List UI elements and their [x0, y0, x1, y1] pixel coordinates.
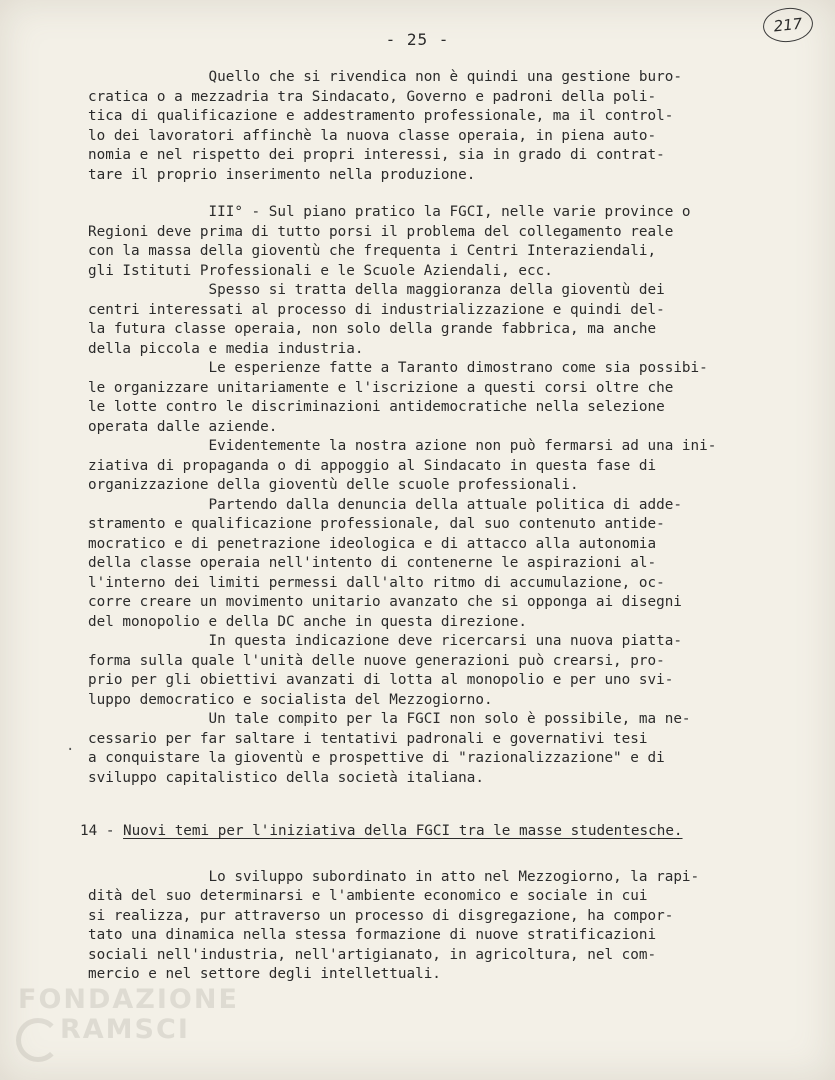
- paragraph-2: [88, 203, 788, 281]
- paragraph-7: [88, 632, 788, 710]
- watermark-line-2: RAMSCI: [60, 1014, 190, 1045]
- section-heading: [80, 822, 788, 842]
- paragraph-9: [88, 868, 788, 985]
- paragraph-4: [88, 359, 788, 437]
- paragraph-3: [88, 281, 788, 359]
- paragraph-9-text: Lo sviluppo subordinato in atto nel Mezzogiorno, la rapi- dità del suo determinarsi e l'ambiente economico e sociale in cui si realizza, pur attraverso un processo di disgregazione, ha compor- tato una dinamica nella stessa formazione di nuove stratificazioni sociali nell'industria, nell'artigianato, in agricoltura, nel com- mercio e nel settore degli intellettuali.: [88, 868, 700, 982]
- spacer: [88, 185, 788, 203]
- section-number: 14 -: [80, 823, 124, 839]
- paragraph-8: [88, 710, 788, 788]
- spacer: [88, 842, 788, 868]
- paragraph-1: [88, 68, 788, 185]
- paragraph-7-text: In questa indicazione deve ricercarsi una nuova piatta- forma sulla quale l'unità delle nuove generazioni può crearsi, pro- prio per gli obiettivi avanzati di lotta al monopolio e per uno svi- luppo democratico e socialista del Mezzogiorno.: [88, 633, 682, 708]
- paragraph-2-text: III° - Sul piano pratico la FGCI, nelle varie province o Regioni deve prima di tutto porsi il problema del collegamento reale con la massa della gioventù che frequenta i Centri Interaziendali, gli Istituti Professionali e le Scuole Aziendali, ecc.: [88, 204, 691, 279]
- paragraph-5: [88, 437, 788, 496]
- paragraph-3-text: Spesso si tratta della maggioranza della gioventù dei centri interessati al processo di industrializzazione e quindi del- la futura classe operaia, non solo della grande fabbrica, ma anche della piccola e media industria.: [88, 282, 665, 357]
- archive-number-stamp: 217: [761, 5, 814, 44]
- paragraph-1-text: Quello che si rivendica non è quindi una gestione buro- cratica o a mezzadria tra Sindacato, Governo e padroni della poli- tica di qualificazione e addestramento professionale, ma il control- lo dei lavoratori affinchè la nuova classe operaia, in piena auto- nomia e nel rispetto dei propri interessi, sia in grado di contrat- tare il proprio inserimento nella produzione.: [88, 69, 682, 183]
- watermark-g-icon: [16, 1018, 60, 1062]
- section-title: Nuovi temi per l'iniziativa della FGCI tra le masse studentesche.: [123, 823, 683, 839]
- paragraph-6-text: Partendo dalla denuncia della attuale politica di adde- stramento e qualificazione professionale, dal suo contenuto antide- mocratico e di penetrazione ideologica e di attacco alla autonomia della classe operaia nell'intento di contenerne le aspirazioni al- l'interno dei limiti permessi dall'alto ritmo di accumulazione, oc- corre creare un movimento unitario avanzato che si opponga ai disegni del monopolio e della DC anche in questa direzione.: [88, 496, 682, 630]
- page-number: - 25 -: [385, 30, 450, 49]
- paragraph-4-text: Le esperienze fatte a Taranto dimostrano come sia possibi- le organizzare unitariamente e l'iscrizione a questi corsi oltre che le lotte contro le discriminazioni antidemocratiche nella selezione operata dalle aziende.: [88, 360, 708, 435]
- watermark-line-1: FONDAZIONE: [18, 984, 239, 1015]
- spacer: [88, 788, 788, 822]
- paragraph-5-text: Evidentemente la nostra azione non può fermarsi ad una ini- ziativa di propaganda o di appoggio al Sindacato in questa fase di organizzazione della gioventù delle scuole professionali.: [88, 438, 717, 493]
- document-body: [80, 68, 788, 985]
- paragraph-8-text: Un tale compito per la FGCI non solo è possibile, ma ne- cessario per far saltare i tentativi padronali e governativi tesi a conquistare la gioventù e prospettive di "razionalizzazione" e di sviluppo capitalistico della società italiana.: [88, 711, 691, 786]
- paragraph-6: [88, 496, 788, 633]
- margin-dot: ·: [66, 742, 75, 758]
